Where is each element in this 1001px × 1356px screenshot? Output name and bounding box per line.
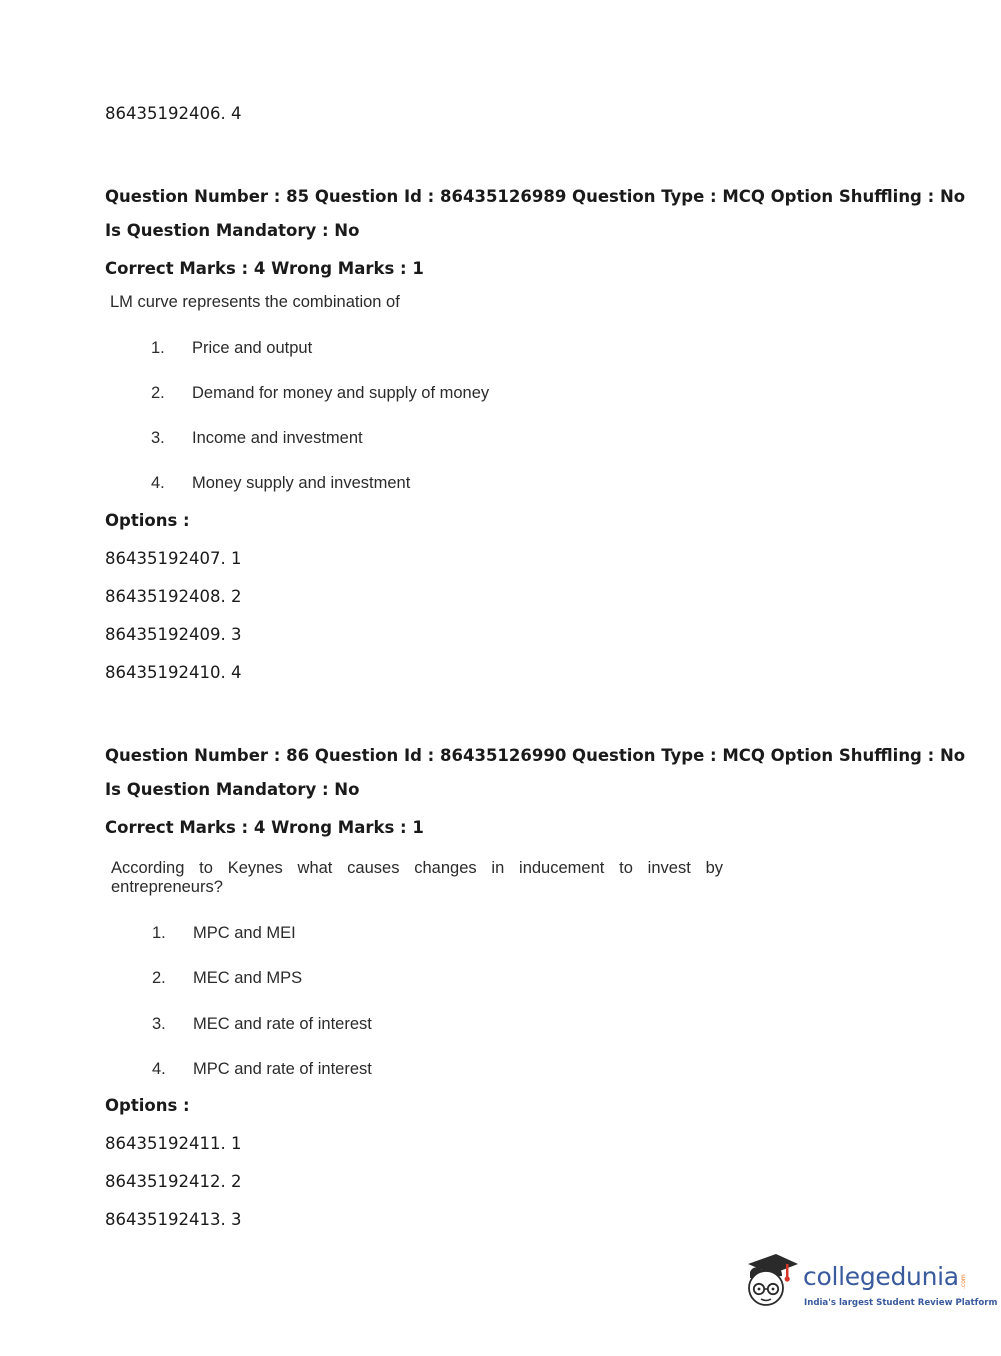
choice-number: 2. — [152, 969, 166, 987]
question-marks: Correct Marks : 4 Wrong Marks : 1 — [105, 259, 424, 278]
choice-number: 4. — [151, 474, 165, 492]
question-marks: Correct Marks : 4 Wrong Marks : 1 — [105, 818, 424, 837]
choice-text: Price and output — [192, 339, 313, 357]
option-id: 86435192408. 2 — [105, 587, 242, 606]
logo-tagline: India's largest Student Review Platform — [804, 1298, 998, 1308]
choice-number: 3. — [152, 1015, 166, 1033]
question-mandatory: Is Question Mandatory : No — [105, 780, 360, 799]
choice-number: 1. — [151, 339, 165, 357]
choice-number: 2. — [151, 384, 165, 402]
question-text: According to Keynes what causes changes in inducement to invest by — [111, 859, 723, 877]
choice-text: Demand for money and supply of money — [192, 384, 490, 402]
question-text: LM curve represents the combination of — [110, 293, 400, 311]
previous-option-4: 86435192406. 4 — [105, 104, 242, 123]
option-id: 86435192410. 4 — [105, 663, 242, 682]
question-header: Question Number : 86 Question Id : 86435126990 Question Type : MCQ Option Shuffling : No — [105, 746, 966, 765]
choice-text: MPC and MEI — [193, 924, 296, 942]
logo-suffix: .com — [960, 1274, 967, 1289]
option-id: 86435192412. 2 — [105, 1172, 242, 1191]
option-id: 86435192409. 3 — [105, 625, 242, 644]
choice-text: MPC and rate of interest — [193, 1060, 372, 1078]
question-mandatory: Is Question Mandatory : No — [105, 221, 360, 240]
question-header: Question Number : 85 Question Id : 86435126989 Question Type : MCQ Option Shuffling : No — [105, 187, 966, 206]
graduate-mascot-icon — [742, 1250, 800, 1312]
option-id: 86435192411. 1 — [105, 1134, 242, 1153]
choice-text: Income and investment — [192, 429, 363, 447]
choice-number: 3. — [151, 429, 165, 447]
choice-text: Money supply and investment — [192, 474, 411, 492]
options-label: Options : — [105, 1096, 190, 1115]
choice-text: MEC and rate of interest — [193, 1015, 372, 1033]
options-label: Options : — [105, 511, 190, 530]
logo-wordmark: collegedunia — [803, 1262, 959, 1291]
choice-number: 1. — [152, 924, 166, 942]
choice-number: 4. — [152, 1060, 166, 1078]
question-text-continued: entrepreneurs? — [111, 878, 223, 896]
choice-text: MEC and MPS — [193, 969, 303, 987]
option-id: 86435192413. 3 — [105, 1210, 242, 1229]
option-id: 86435192407. 1 — [105, 549, 242, 568]
